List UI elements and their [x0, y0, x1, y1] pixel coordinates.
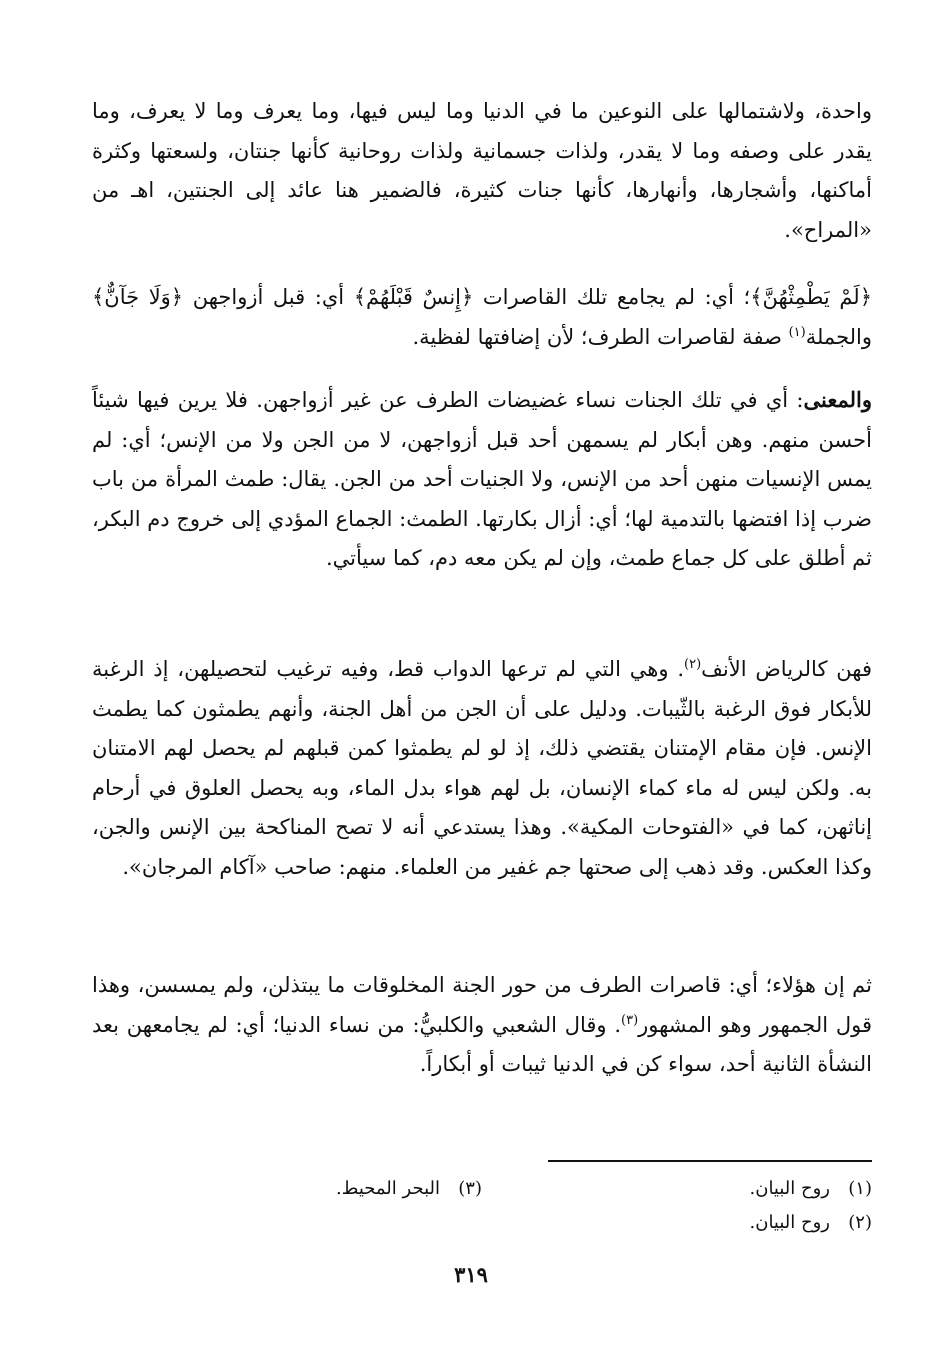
- footnote-row-1: [92, 1172, 872, 1206]
- footnote-3-text: البحر المحيط.: [336, 1178, 440, 1199]
- paragraph-5: [92, 966, 872, 1085]
- paragraph-3-text: : أي في تلك الجنات نساء غضيضات الطرف عن غير أزواجهن. فلا يرين فيها شيئاً أحسن منهم. وهن أبكار لم يسمهن أحد قبل أزواجهن، لا من الجن ولا من الإنس؛ أي: لم يمس الإنسيات منهن أحد من الإنس، ولا الجنيات أحد من الجن. يقال: طمث المرأة من باب ضرب إذا افتضها بالتدمية لها؛ أي: أزال بكارتها. الطمث: الجماع المؤدي إلى خروج دم البكر، ثم أطلق على كل جماع طمث، وإن لم يكن معه دم، كما سيأتي.: [92, 388, 872, 570]
- footnote-ref-3: (٣): [621, 1012, 639, 1028]
- paragraph-2-part-2: أي: قبل أزواجهن: [183, 285, 354, 309]
- paragraph-4-part-2: . وهي التي لم ترعها الدواب قط، وفيه ترغيب لتحصيلهن، إذ الرغبة للأبكار فوق الرغبة بالثّيبات. ودليل على أن الجن من أهل الجنة، وأنهم يطمثون كما يطمث الإنس. فإن مقام الإمتنان يقتضي ذلك، إذ لو لم يطمثوا كمن قبلهم لم يحصل لهم الامتنان به. ولكن ليس له ماء كماء الإنسان، بل لهم هواء بدل الماء، وبه يحصل العلوق في أرحام إناثهن، كما في «الفتوحات المكية». وهذا يستدعي أنه لا تصح المناكحة بين الإنس والجن، وكذا العكس. وقد ذهب إلى صحتها جم غفير من العلماء. منهم: صاحب «آكام المرجان».: [92, 657, 872, 879]
- footnote-3-number: (٣): [458, 1178, 482, 1199]
- paragraph-5-part-1: ثم إن هؤلاء؛ أي: قاصرات الطرف من حور الجنة المخلوقات ما يبتذلن، ولم يمسسن، وهذا قول الجمهور وهو المشهور: [92, 973, 872, 1037]
- paragraph-2: [92, 278, 872, 357]
- footnote-2-text: روح البيان.: [749, 1212, 830, 1233]
- paragraph-2-part-4: صفة لقاصرات الطرف؛ لأن إضافتها لفظية.: [412, 324, 789, 349]
- footnote-1: [482, 1172, 872, 1206]
- footnote-row-2: [92, 1206, 872, 1240]
- paragraph-4: [92, 650, 872, 887]
- paragraph-5-body: [92, 966, 872, 1085]
- quran-verse-3: ﴿وَلَا جَآنٌّ﴾: [92, 285, 184, 309]
- paragraph-3-lead: والمعنى: [803, 387, 872, 412]
- footnote-1-number: (١): [848, 1178, 872, 1199]
- footnote-ref-2: (٢): [684, 657, 702, 672]
- paragraph-2-body: [92, 278, 872, 357]
- paragraph-2-part-3: والجملة: [805, 324, 872, 349]
- footnote-divider: [548, 1160, 872, 1162]
- quran-verse-2: ﴿إِنسٌ قَبْلَهُمْ﴾: [353, 285, 474, 309]
- footnote-2-number: (٢): [848, 1212, 872, 1233]
- paragraph-3-body: [92, 380, 872, 579]
- footnote-ref-1: (١): [788, 324, 806, 340]
- paragraph-1: [92, 92, 872, 250]
- footnote-1-text: روح البيان.: [749, 1178, 830, 1199]
- paragraph-4-part-1: فهن كالرياض الأنف: [701, 657, 872, 681]
- footnote-3: [92, 1172, 482, 1206]
- footnote-2: [482, 1206, 872, 1240]
- paragraph-1-text: واحدة، ولاشتمالها على النوعين ما في الدنيا وما ليس فيها، وما يعرف وما لا يعرف، وما يقدر على وصفه وما لا يقدر، ولذات جسمانية ولذات روحانية كأنها جنتان، ولسعتها وكثرة أماكنها، وأشجارها، وأنهارها، كأنها جنات كثيرة، فالضمير هنا عائد إلى الجنتين، اهـ من «المراح».: [92, 99, 872, 242]
- quran-verse-1: ﴿لَمْ يَطْمِثْهُنَّ﴾: [750, 285, 872, 309]
- paragraph-4-body: [92, 650, 872, 887]
- paragraph-3: [92, 380, 872, 579]
- page-number: ٣١٩: [454, 1262, 488, 1287]
- paragraph-2-part-1: ؛ أي: لم يجامع تلك القاصرات: [473, 285, 751, 309]
- paragraph-5-part-2: . وقال الشعبي والكلبيُّ: من نساء الدنيا؛ أي: لم يجامعهن بعد النشأة الثانية أحد، سواء كن في الدنيا ثيبات أو أبكاراً.: [92, 1012, 872, 1076]
- footnotes: [92, 1172, 872, 1240]
